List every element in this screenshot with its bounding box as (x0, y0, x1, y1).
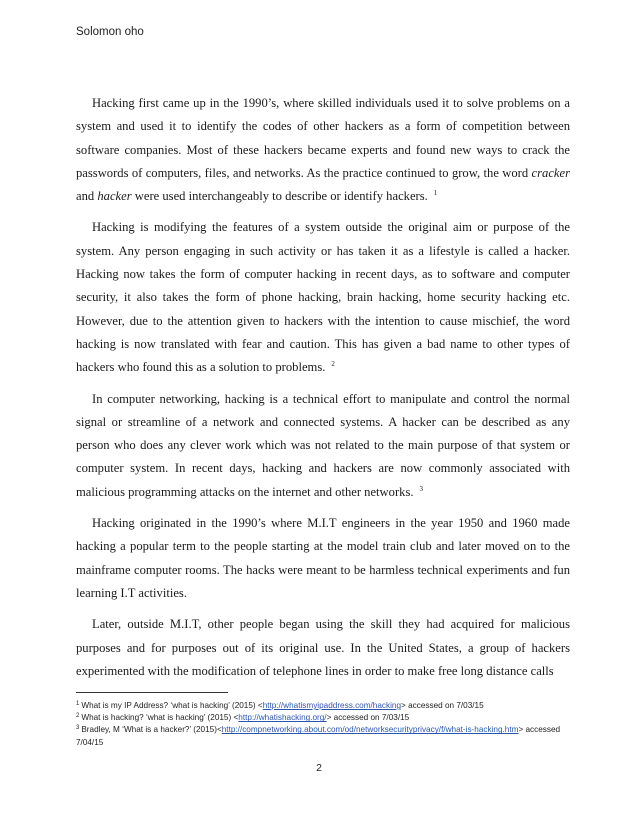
footnote-link[interactable]: http://whatishacking.org/ (238, 713, 327, 723)
footnote-text: > accessed 7/04/15 (76, 725, 561, 747)
paragraph-4 (76, 512, 570, 605)
footnote-number: 2 (76, 713, 80, 720)
author-header: Solomon oho (76, 26, 144, 38)
footnote-number: 3 (76, 725, 80, 732)
paragraph-text: Hacking first came up in the 1990’s, where skilled individuals used it to solve problems on a system and used it to identify the codes of other hackers as a form of competition between software companies. Most of these hackers became experts and found new ways to crack the passwords of computers, files, and networks. As the practice continued to grow, the word (76, 96, 570, 180)
paragraph-text: Later, outside M.I.T, other people began using the skill they had acquired for malicious purposes and for purposes out of its original use. In the United States, a group of hackers experimented with the modification of telephone lines in order to make free long distance calls (76, 617, 570, 678)
footnote-number: 1 (76, 701, 80, 707)
footnote-text: > accessed on 7/03/15 (326, 713, 410, 723)
paragraph-5 (76, 613, 570, 683)
paragraph-text: Hacking originated in the 1990’s where M.I.T engineers in the year 1950 and 1960 made hacking a popular term to the people starting at the model train club and later moved on to the mainframe computer rooms. The hacks were meant to be harmless technical experiments and fun learning I.T activities. (76, 516, 570, 600)
footnote-ref-3[interactable]: 3 (419, 484, 423, 493)
footnote-1 (76, 700, 570, 712)
page-number: 2 (316, 762, 322, 774)
italic-term-cracker: cracker (531, 165, 570, 180)
footnote-text: What is hacking? ‘what is hacking’ (2015) < (81, 713, 239, 723)
footnote-2 (76, 712, 570, 724)
footnote-3 (76, 724, 570, 748)
footnote-link[interactable]: http://compnetworking.about.com/od/networksecurityprivacy/f/what-is-hacking.htm (221, 725, 519, 735)
footnote-divider (76, 692, 228, 693)
footnote-ref-1[interactable]: 1 (433, 189, 438, 198)
paragraph-1 (76, 92, 570, 208)
italic-term-hacker: hacker (97, 189, 132, 204)
body-text (76, 92, 570, 691)
footnotes (76, 700, 570, 749)
paragraph-text: were used interchangeably to describe or identify hackers. (131, 189, 428, 204)
paragraph-2 (76, 216, 570, 379)
footnote-text: Bradley, M ‘What is a hacker?’ (2015)< (81, 725, 222, 735)
paragraph-text: In computer networking, hacking is a technical effort to manipulate and control the normal signal or streamline of a network and connected systems. A hacker can be described as any person who does any clever work which was not related to the main purpose of that system or computer system. In recent days, hacking and hackers are now commonly associated with malicious programming attacks on the internet and other networks. (76, 391, 570, 499)
footnote-ref-2[interactable]: 2 (331, 360, 335, 369)
paragraph-text: Hacking is modifying the features of a system outside the original aim or purpose of the system. Any person engaging in such activity or has taken it as a lifestyle is called a hacker. Hacking now takes the form of computer hacking in recent days, as to software and computer security, it also takes the form of phone hacking, brain hacking, home security hacking etc. However, due to the attention given to hackers with the intention to cause mischief, the word hacking is now translated with fear and caution. This has given a bad name to other types of hackers who found this as a solution to problems. (76, 220, 570, 375)
paragraph-3 (76, 388, 570, 504)
footnote-link[interactable]: http://whatismyipaddress.com/hacking (262, 701, 402, 710)
footnote-text: What is my IP Address? ‘what is hacking’ (2015) < (81, 701, 263, 710)
footnote-text: > accessed on 7/03/15 (401, 701, 484, 710)
paragraph-text: and (76, 189, 98, 204)
